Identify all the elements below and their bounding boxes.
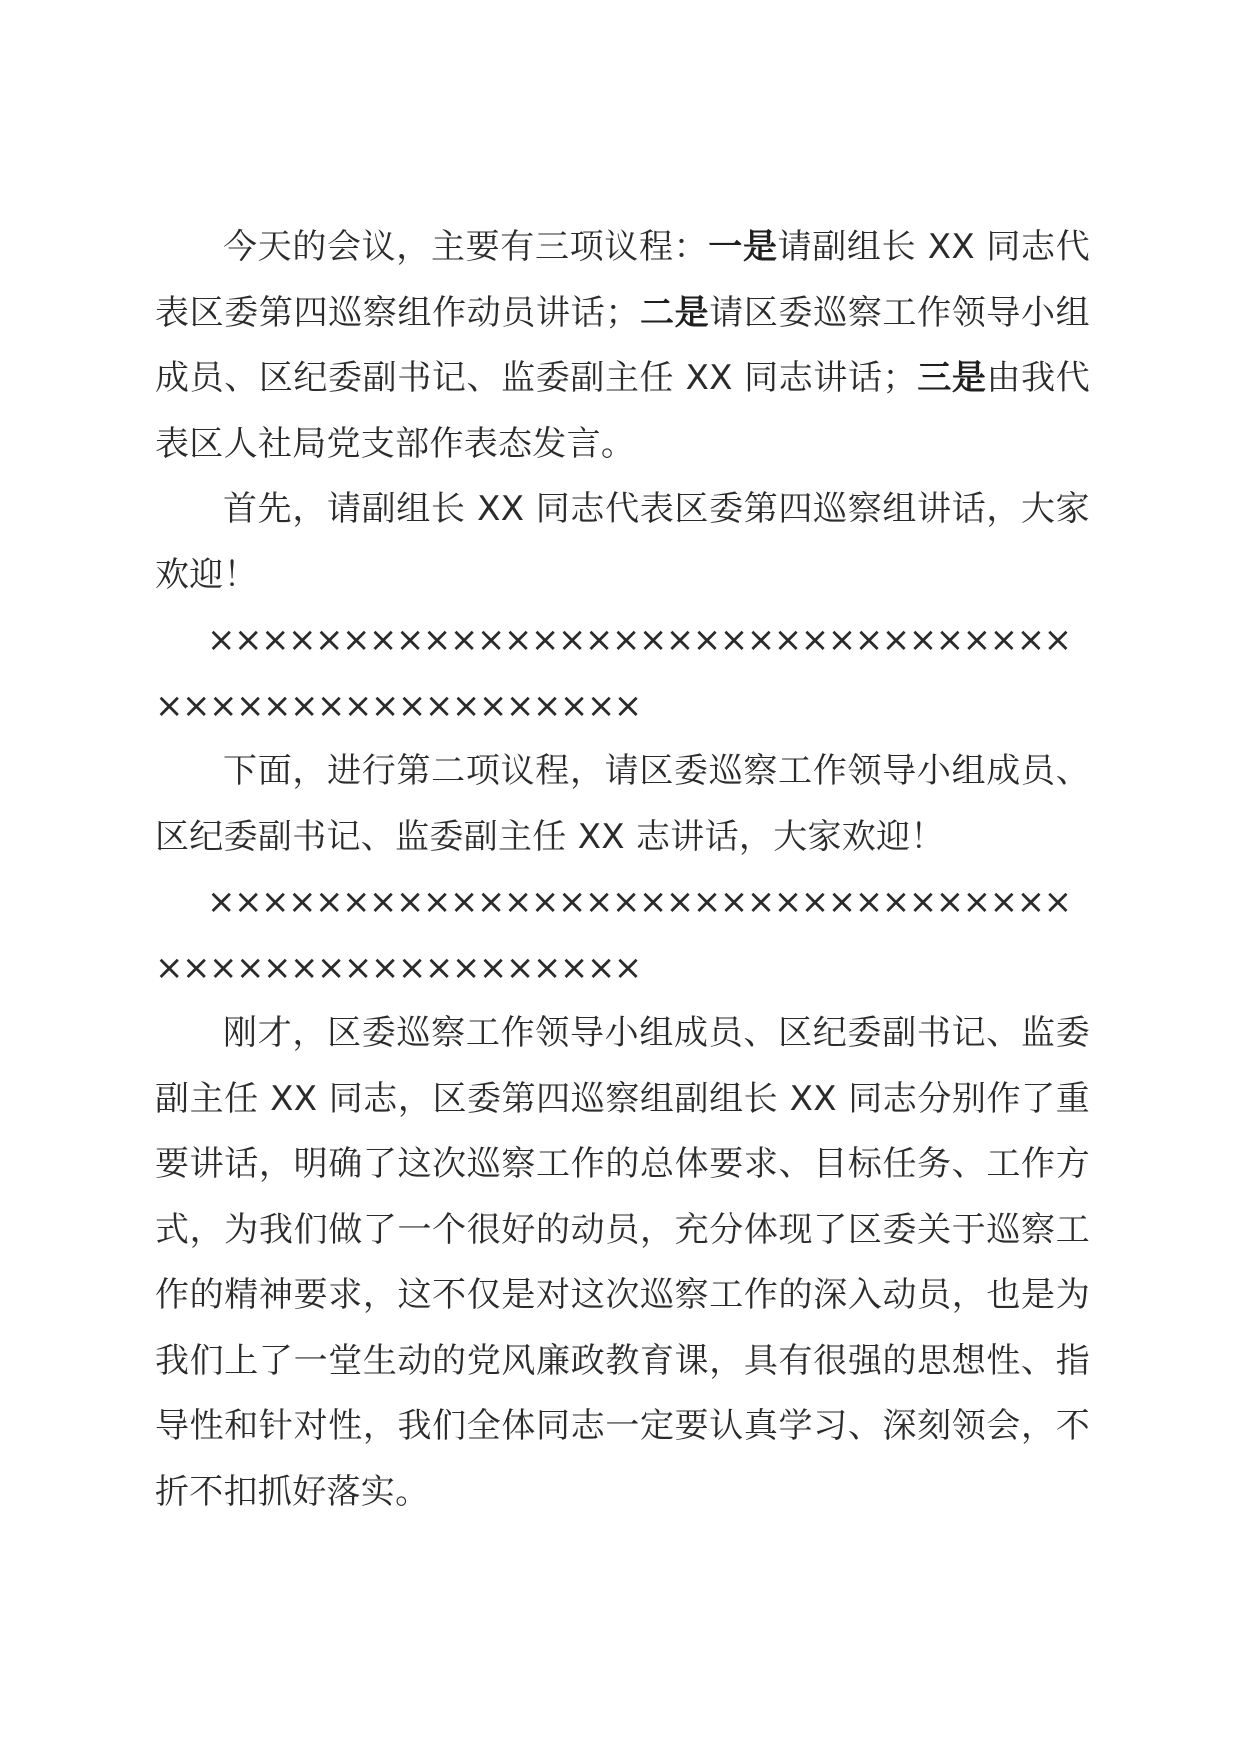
agenda-item-2-text: 请区委巡察工作领导小组成员、区纪委副书记、监委副主任 XX 同志讲话； [155,292,1090,398]
document-body [155,215,1090,1525]
paragraph-second-speech: 下面，进行第二项议程，请区委巡察工作领导小组成员、区纪委副书记、监委副主任 XX 志讲话，大家欢迎！ [155,751,1090,857]
placeholder-line: ×××××××××××××××××× [155,685,641,726]
agenda-item-1-label: 一是 [708,227,778,267]
placeholder-line: ×××××××××××××××××× [155,947,641,988]
agenda-intro-text: 今天的会议，主要有三项议程： [223,227,709,267]
agenda-item-3-label: 三是 [916,358,987,398]
paragraph-summary: 刚才，区委巡察工作领导小组成员、区纪委副书记、监委副主任 XX 同志，区委第四巡察组副组长 XX 同志分别作了重要讲话，明确了这次巡察工作的总体要求、目标任务、工作方式，为我们做了一个很好的动员，充分体现了区委关于巡察工作的精神要求，这不仅是对这次巡察工作的深入动员，也是为我们上了一堂生动的党风廉政教育课，具有很强的思想性、指导性和针对性，我们全体同志一定要认真学习、深刻领会，不折不扣抓好落实。 [155,1013,1090,1512]
agenda-item-1-text: 请副组长 XX 同志代表区委第四巡察组作动员讲话； [155,227,1091,333]
agenda-item-2-label: 二是 [639,292,710,333]
placeholder-line: ×××××××××××××××××××××××××××××××× [207,620,1071,660]
paragraph-agenda [155,215,1090,477]
placeholder-line: ×××××××××××××××××××××××××××××××× [207,882,1071,922]
agenda-item-3-text: 由我代表区人社局党支部作表态发言。 [155,358,1090,464]
paragraph-first-speech: 首先，请副组长 XX 同志代表区委第四巡察组讲话，大家欢迎！ [155,489,1090,595]
